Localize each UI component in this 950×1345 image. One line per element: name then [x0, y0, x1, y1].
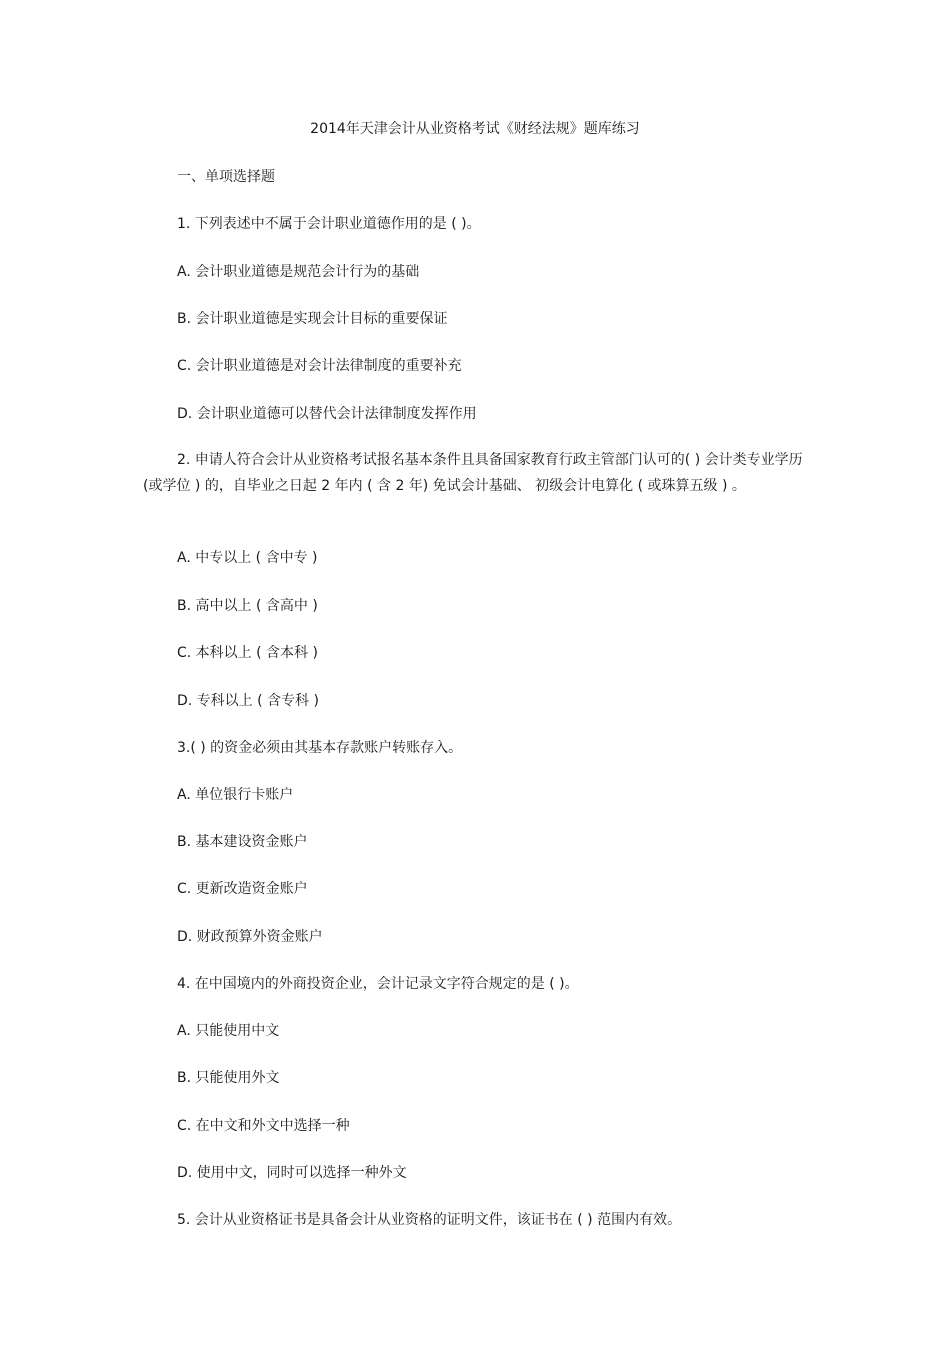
question-1-option-a: A. 会计职业道德是规范会计行为的基础	[177, 264, 420, 280]
question-2-option-d: D. 专科以上 ( 含专科 )	[177, 693, 319, 709]
question-4-option-a: A. 只能使用中文	[177, 1023, 280, 1039]
question-3-option-a: A. 单位银行卡账户	[177, 787, 294, 803]
question-2-stem	[143, 447, 813, 499]
document-title: 2014年天津会计从业资格考试《财经法规》题库练习	[310, 121, 640, 137]
question-2-option-c: C. 本科以上 ( 含本科 )	[177, 645, 318, 661]
section-heading: 一、单项选择题	[177, 169, 275, 185]
question-2-option-a: A. 中专以上 ( 含中专 )	[177, 550, 318, 566]
question-1-option-d: D. 会计职业道德可以替代会计法律制度发挥作用	[177, 406, 477, 422]
question-3-option-d: D. 财政预算外资金账户	[177, 929, 323, 945]
question-1-stem: 1. 下列表述中不属于会计职业道德作用的是 ( )。	[177, 216, 481, 232]
question-3-stem: 3.( ) 的资金必须由其基本存款账户转账存入。	[177, 740, 463, 756]
question-5-stem: 5. 会计从业资格证书是具备会计从业资格的证明文件，该证书在 ( ) 范围内有效。	[177, 1212, 682, 1228]
question-2-option-b: B. 高中以上 ( 含高中 )	[177, 598, 318, 614]
question-4-stem: 4. 在中国境内的外商投资企业，会计记录文字符合规定的是 ( )。	[177, 976, 579, 992]
question-4-option-b: B. 只能使用外文	[177, 1070, 280, 1086]
question-3-option-c: C. 更新改造资金账户	[177, 881, 308, 897]
question-3-option-b: B. 基本建设资金账户	[177, 834, 308, 850]
question-1-option-c: C. 会计职业道德是对会计法律制度的重要补充	[177, 358, 462, 374]
question-1-option-b: B. 会计职业道德是实现会计目标的重要保证	[177, 311, 448, 327]
question-4-option-c: C. 在中文和外文中选择一种	[177, 1118, 350, 1134]
question-4-option-d: D. 使用中文，同时可以选择一种外文	[177, 1165, 407, 1181]
question-2-stem-text: 2. 申请人符合会计从业资格考试报名基本条件且具备国家教育行政主管部门认可的( ) 会计类专业学历 (或学位 ) 的，自毕业之日起 2 年内 ( 含 2 年) 免试会计基础、 初级会计电算化 ( 或珠算五级 ) 。	[143, 452, 803, 494]
